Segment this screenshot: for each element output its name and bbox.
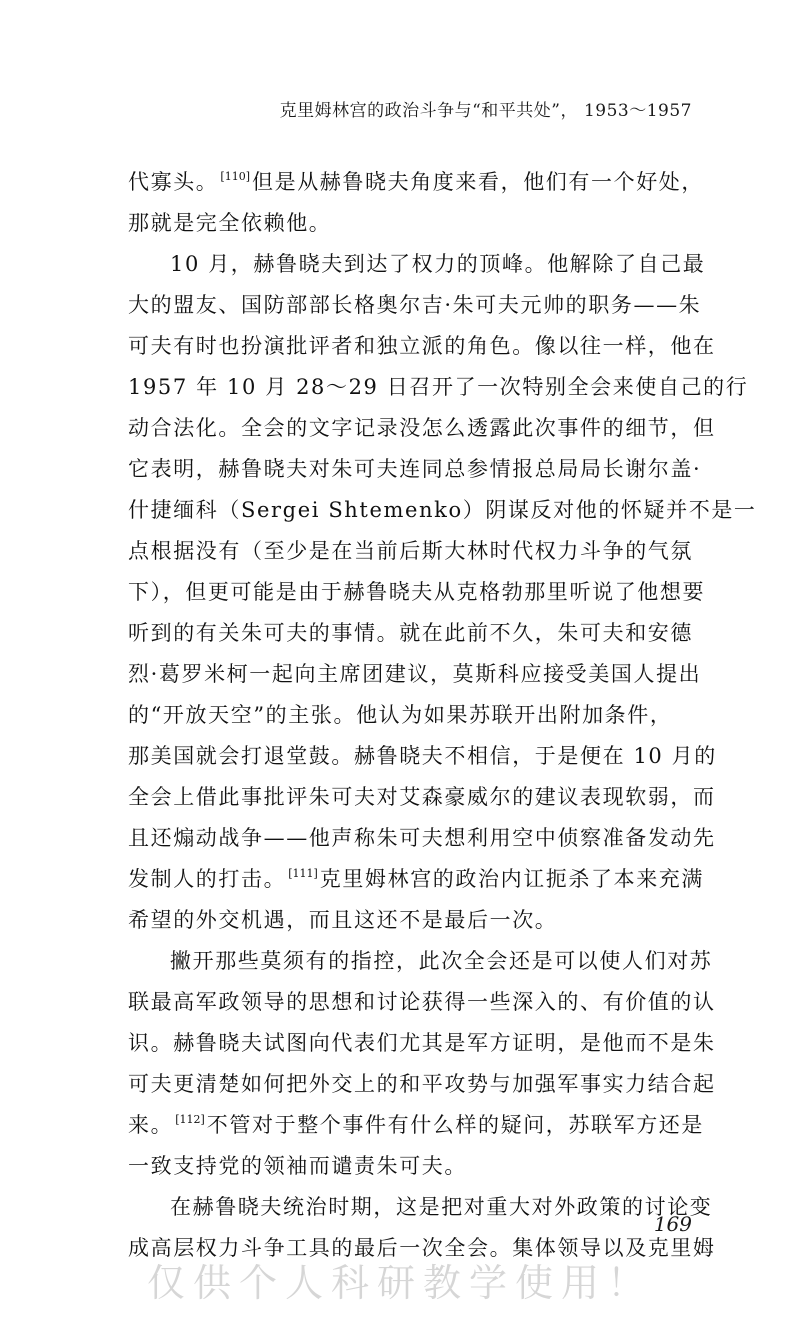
text-line: 来。 [112]不管对于整个事件有什么样的疑问，苏联军方还是: [128, 1113, 704, 1137]
text-line: 撇开那些莫须有的指控，此次全会还是可以使人们对苏: [170, 949, 713, 973]
text-line: 它表明，赫鲁晓夫对朱可夫连同总参情报总局局长谢尔盖·: [128, 457, 702, 481]
text-line: 一致支持党的领袖而谴责朱可夫。: [128, 1154, 467, 1178]
running-header: [280, 96, 692, 121]
text-line: 什捷缅科（Sergei Shtemenko）阴谋反对他的怀疑并不是一: [128, 498, 757, 522]
footnote-ref-110[interactable]: [110]: [220, 170, 250, 183]
text-line: 的“开放天空”的主张。他认为如果苏联开出附加条件，: [128, 703, 673, 727]
text-line: 下），但更可能是由于赫鲁晓夫从克格勃那里听说了他想要: [128, 580, 706, 604]
text-line: 那美国就会打退堂鼓。赫鲁晓夫不相信，于是便在 10 月的: [128, 744, 717, 768]
text-line: 烈·葛罗米柯一起向主席团建议，莫斯科应接受美国人提出: [128, 662, 702, 686]
text-line: 全会上借此事批评朱可夫对艾森豪威尔的建议表现软弱，而: [128, 785, 716, 809]
text-line: 联最高军政领导的思想和讨论获得一些深入的、有价值的认: [128, 990, 716, 1014]
footnote-ref-111[interactable]: [111]: [288, 867, 318, 880]
text-line: 且还煽动战争——他声称朱可夫想利用空中侦察准备发动先: [128, 826, 716, 850]
body-text: [128, 162, 757, 1269]
text-line: 希望的外交机遇，而且这还不是最后一次。: [128, 908, 558, 932]
page-number: 169: [653, 1212, 692, 1236]
paragraph-3: [128, 941, 716, 1187]
text-line: 点根据没有（至少是在当前后斯大林时代权力斗争的气氛: [128, 539, 693, 563]
text-line: 在赫鲁晓夫统治时期，这是把对重大对外政策的讨论变: [170, 1195, 713, 1219]
text-line: 可夫更清楚如何把外交上的和平攻势与加强军事实力结合起: [128, 1072, 716, 1096]
watermark: 仅供个人科研教学使用！: [146, 1261, 653, 1305]
text-line: 那就是完全依赖他。: [128, 211, 332, 235]
text-line: 代寡头。 [110]但是从赫鲁晓夫角度来看，他们有一个好处，: [128, 170, 704, 194]
text-line: 听到的有关朱可夫的事情。就在此前不久，朱可夫和安德: [128, 621, 693, 645]
running-header-title: 克里姆林宫的政治斗争与“和平共处”，: [279, 101, 578, 121]
text-line: 可夫有时也扮演批评者和独立派的角色。像以往一样，他在: [128, 334, 716, 358]
running-header-years: 1953～1957: [583, 101, 692, 121]
text-line: 发制人的打击。 [111]克里姆林宫的政治内讧扼杀了本来充满: [128, 867, 704, 891]
paragraph-2: [128, 244, 757, 941]
text-line: 大的盟友、国防部部长格奥尔吉·朱可夫元帅的职务——朱: [128, 293, 702, 317]
text-line: 动合法化。全会的文字记录没怎么透露此次事件的细节，但: [128, 416, 716, 440]
text-line: 识。赫鲁晓夫试图向代表们尤其是军方证明，是他而不是朱: [128, 1031, 716, 1055]
text-line: 10 月，赫鲁晓夫到达了权力的顶峰。他解除了自己最: [170, 252, 706, 276]
paragraph-1: [128, 162, 704, 244]
text-line: 1957 年 10 月 28～29 日召开了一次特别全会来使自己的行: [128, 375, 749, 399]
footnote-ref-112[interactable]: [112]: [175, 1113, 205, 1126]
text-line: 成高层权力斗争工具的最后一次全会。集体领导以及克里姆: [128, 1236, 716, 1260]
